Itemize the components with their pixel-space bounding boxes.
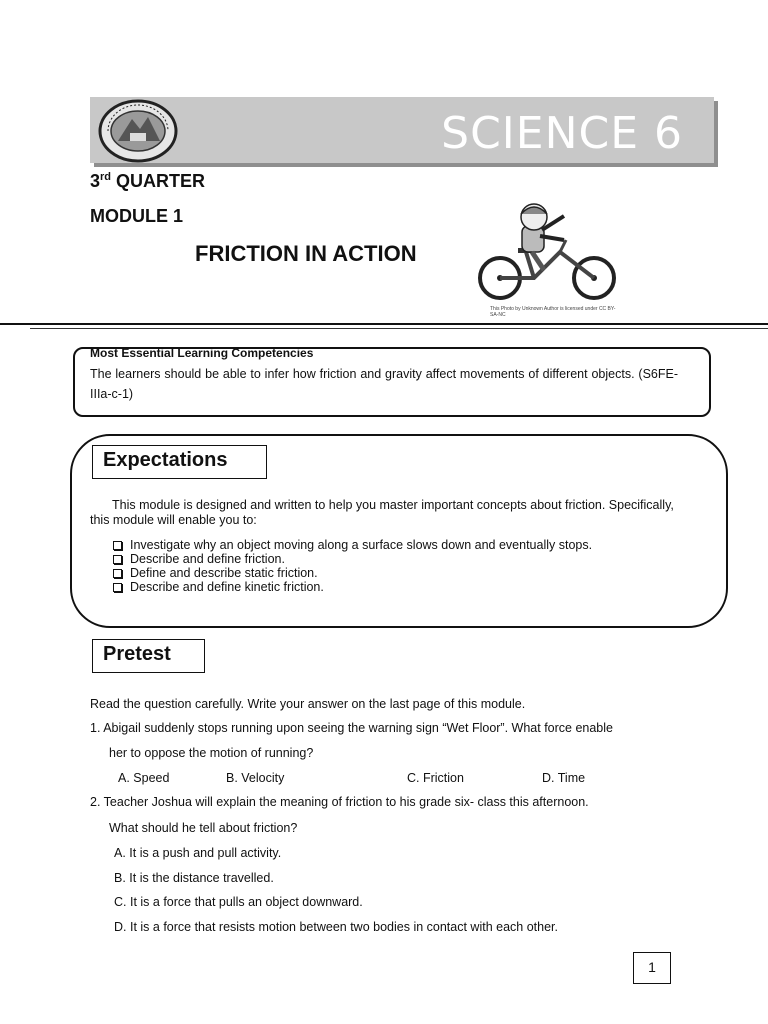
divider-line — [0, 323, 768, 325]
divider-line-thin — [30, 328, 768, 329]
question-1-option-b: B. Velocity — [226, 771, 285, 785]
question-1-option-d: D. Time — [542, 771, 586, 785]
checkbox-bullet-icon — [113, 569, 122, 578]
division-seal-logo — [96, 99, 180, 163]
question-2-line-2: What should he tell about friction? — [109, 821, 298, 835]
expectations-intro: This module is designed and written to help you master important concepts about friction. Specifically, this module will enable you to: — [90, 498, 674, 527]
module-heading: MODULE 1 — [90, 206, 184, 226]
question-2-option-a: A. It is a push and pull activity. — [114, 846, 282, 860]
quarter-heading — [90, 171, 205, 192]
checkbox-bullet-icon — [113, 555, 122, 564]
question-2-option-c: C. It is a force that pulls an object downward. — [114, 895, 363, 909]
question-1-line-1: 1. Abigail suddenly stops running upon seeing the warning sign “Wet Floor”. What force enable — [90, 721, 613, 735]
quarter-label: QUARTER — [116, 171, 206, 191]
page-number: 1 — [633, 952, 671, 984]
question-2-option-d: D. It is a force that resists motion between two bodies in contact with each other. — [114, 920, 558, 934]
melc-title: Most Essential Learning Competencies — [90, 346, 314, 360]
expectations-heading: Expectations — [92, 445, 267, 479]
pretest-instruction: Read the question carefully. Write your answer on the last page of this module. — [90, 697, 526, 711]
list-item — [113, 538, 592, 552]
list-item — [113, 580, 592, 594]
melc-text: The learners should be able to infer how friction and gravity affect movements of different objects. (S6FE-IIIa-c-1) — [90, 367, 678, 401]
subject-title: SCIENCE 6 — [441, 108, 683, 159]
topic-title: FRICTION IN ACTION — [195, 241, 417, 266]
question-1-line-2: her to oppose the motion of running? — [109, 746, 314, 760]
list-item — [113, 566, 592, 580]
quarter-suffix: rd — [100, 171, 112, 183]
boy-on-bicycle-illustration — [474, 200, 624, 310]
pretest-heading: Pretest — [92, 639, 205, 673]
list-item-text: Investigate why an object moving along a surface slows down and eventually stops. — [130, 538, 593, 552]
question-1-option-a: A. Speed — [118, 771, 170, 785]
checkbox-bullet-icon — [113, 541, 122, 550]
image-credit: This Photo by Unknown Author is licensed under CC BY-SA-NC — [490, 306, 616, 318]
list-item-text: Define and describe static friction. — [130, 566, 318, 580]
list-item-text: Describe and define friction. — [130, 552, 285, 566]
quarter-number: 3 — [90, 171, 101, 191]
question-2-line-1: 2. Teacher Joshua will explain the meaning of friction to his grade six- class this afternoon. — [90, 795, 589, 809]
list-item-text: Describe and define kinetic friction. — [130, 580, 324, 594]
checkbox-bullet-icon — [113, 583, 122, 592]
list-item — [113, 552, 592, 566]
expectations-list — [113, 538, 592, 594]
question-2-option-b: B. It is the distance travelled. — [114, 871, 274, 885]
question-1-option-c: C. Friction — [407, 771, 464, 785]
